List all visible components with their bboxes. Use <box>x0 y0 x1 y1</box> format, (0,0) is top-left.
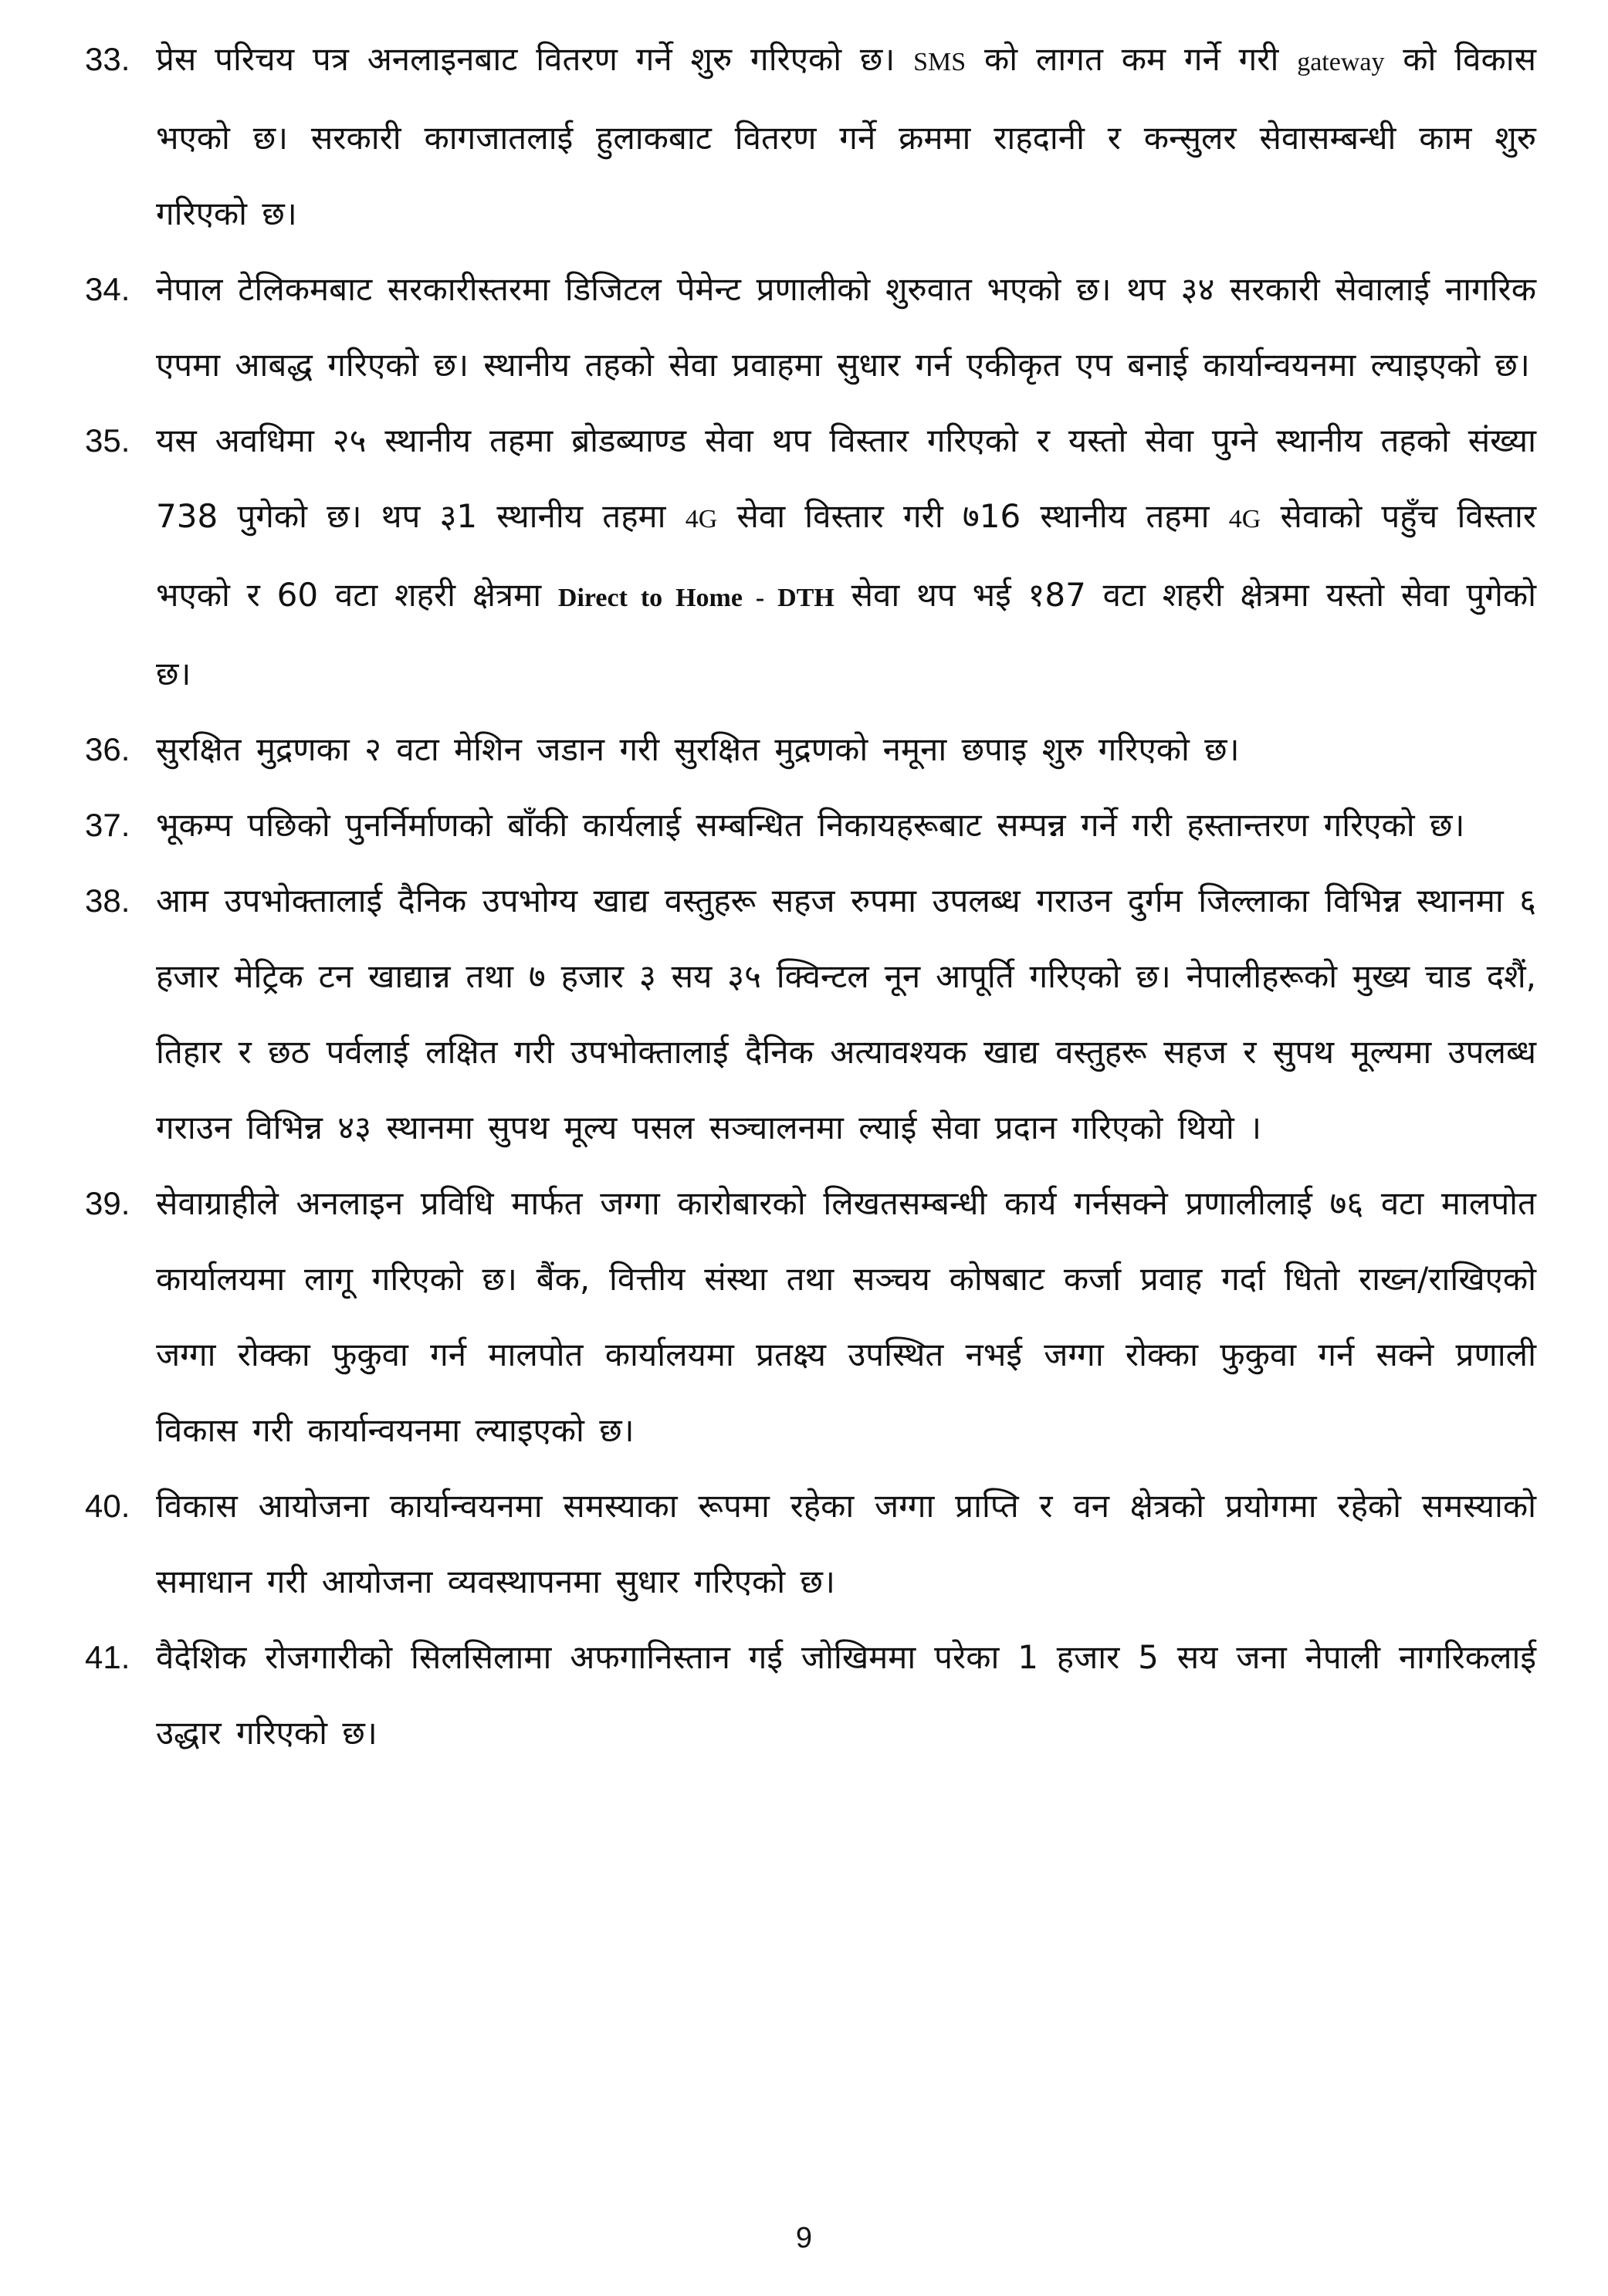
list-item-36 <box>85 712 1536 787</box>
item-text: को लागत कम गर्ने गरी <box>966 40 1298 78</box>
item-number: 38. <box>85 882 130 919</box>
item-text: प्रेस परिचय पत्र अनलाइनबाट वितरण गर्ने शुरु गरिएको छ। <box>156 40 914 78</box>
item-number: 34. <box>85 271 130 307</box>
item-text: भूकम्प पछिको पुनर्निर्माणको बाँकी कार्यलाई सम्बन्धित निकायहरूबाट सम्पन्न गर्ने गरी हस्तान्तरण गरिएको छ। <box>156 806 1465 844</box>
list-item-40 <box>85 1468 1536 1620</box>
list-item-35 <box>85 403 1536 712</box>
item-text: सेवाको पहुँच विस्तार भएको र 60 वटा शहरी क्षेत्रमा <box>156 497 1537 614</box>
item-number: 37. <box>85 807 130 843</box>
item-number: 39. <box>85 1185 130 1221</box>
item-text: सेवाग्राहीले अनलाइन प्रविधि मार्फत जग्गा कारोबारको लिखतसम्बन्धी कार्य गर्नसक्ने प्रणालीलाई ७६ वटा मालपोत कार्यालयमा लागू गरिएको छ। बैंक, वित्तीय संस्था तथा सञ्चय कोषबाट कर्जा प्रवाह गर्दा धितो राख्न/राखिएको जग्गा रोक्का फुकुवा गर्न मालपोत कार्यालयमा प्रतक्ष्य उपस्थित नभई जग्गा रोक्का फुकुवा गर्न सक्ने प्रणाली विकास गरी कार्यान्वयनमा ल्याइएको छ। <box>156 1184 1536 1449</box>
latin-term-dth: Direct to Home - DTH <box>557 584 834 612</box>
item-number: 41. <box>85 1639 130 1675</box>
item-number: 35. <box>85 422 130 459</box>
list-item-38 <box>85 863 1536 1166</box>
item-number: 36. <box>85 731 130 767</box>
latin-term-4g: 4G <box>685 505 718 533</box>
item-text: को विकास भएको छ। सरकारी कागजातलाई हुलाकबाट वितरण गर्ने क्रममा राहदानी र कन्सुलर सेवासम्बन्धी काम शुरु गरिएको छ। <box>156 40 1536 232</box>
item-text: वैदेशिक रोजगारीको सिलसिलामा अफगानिस्तान गई जोखिममा परेका 1 हजार 5 सय जना नेपाली नागरिकलाई उद्धार गरिएको छ। <box>156 1638 1536 1752</box>
item-text: आम उपभोक्तालाई दैनिक उपभोग्य खाद्य वस्तुहरू सहज रुपमा उपलब्ध गराउन दुर्गम जिल्लाका विभिन्न स्थानमा ६ हजार मेट्रिक टन खाद्यान्न तथा ७ हजार ३ सय ३५ क्विन्टल नून आपूर्ति गरिएको छ। नेपालीहरूको मुख्य चाड दशैं, तिहार र छठ पर्वलाई लक्षित गरी उपभोक्तालाई दैनिक अत्यावश्यक खाद्य वस्तुहरू सहज र सुपथ मूल्यमा उपलब्ध गराउन विभिन्न ४३ स्थानमा सुपथ मूल्य पसल सञ्चालनमा ल्याई सेवा प्रदान गरिएको थियो । <box>156 882 1536 1146</box>
list-item-34 <box>85 252 1536 403</box>
page-number: 9 <box>795 2222 813 2254</box>
latin-term-4g: 4G <box>1228 505 1261 533</box>
item-number: 33. <box>85 41 130 77</box>
item-text: यस अवधिमा २५ स्थानीय तहमा ब्रोडब्याण्ड सेवा थप विस्तार गरिएको र यस्तो सेवा पुग्ने स्थानीय तहको संख्या 738 पुगेको छ। थप ३1 स्थानीय तहमा <box>156 422 1536 535</box>
list-item-39 <box>85 1166 1536 1468</box>
item-number: 40. <box>85 1488 130 1524</box>
numbered-list <box>85 22 1536 1771</box>
item-text: विकास आयोजना कार्यान्वयनमा समस्याका रूपमा रहेका जग्गा प्राप्ति र वन क्षेत्रको प्रयोगमा रहेको समस्याको समाधान गरी आयोजना व्यवस्थापनमा सुधार गरिएको छ। <box>156 1487 1536 1600</box>
item-text: सेवा थप भई १87 वटा शहरी क्षेत्रमा यस्तो सेवा पुगेको छ। <box>156 576 1536 693</box>
list-item-41 <box>85 1620 1536 1771</box>
list-item-37 <box>85 787 1536 863</box>
latin-term-sms: SMS <box>913 48 966 76</box>
latin-term-gateway: gateway <box>1297 48 1385 76</box>
list-item-33 <box>85 22 1536 252</box>
item-text: सुरक्षित मुद्रणका २ वटा मेशिन जडान गरी सुरक्षित मुद्रणको नमूना छपाइ शुरु गरिएको छ। <box>156 730 1240 768</box>
item-text: नेपाल टेलिकमबाट सरकारीस्तरमा डिजिटल पेमेन्ट प्रणालीको शुरुवात भएको छ। थप ३४ सरकारी सेवालाई नागरिक एपमा आबद्ध गरिएको छ। स्थानीय तहको सेवा प्रवाहमा सुधार गर्न एकीकृत एप बनाई कार्यान्वयनमा ल्याइएको छ। <box>156 270 1536 384</box>
item-text: सेवा विस्तार गरी ७16 स्थानीय तहमा <box>717 497 1229 535</box>
